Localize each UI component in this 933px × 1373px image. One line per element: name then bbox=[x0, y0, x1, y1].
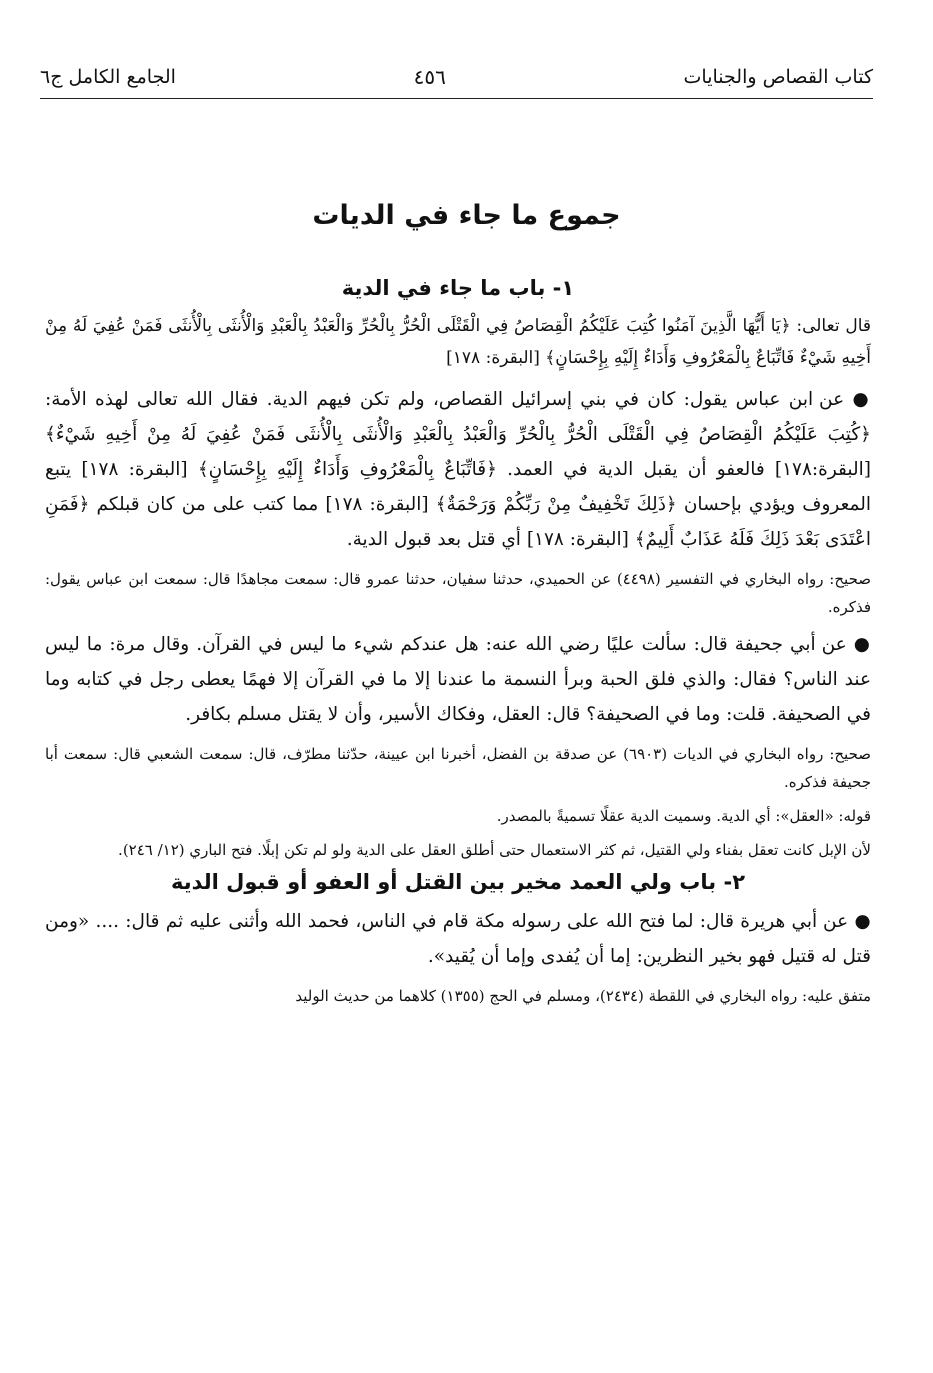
page-title: جموع ما جاء في الديات bbox=[312, 200, 621, 231]
header-book-title: كتاب القصاص والجنايات bbox=[683, 66, 873, 88]
bullet-icon: ● bbox=[854, 911, 871, 932]
hadith-paragraph-1 bbox=[45, 382, 871, 557]
bullet-icon: ● bbox=[852, 389, 871, 410]
page-number: ٤٥٦ bbox=[413, 65, 446, 89]
takhrij-note-3: متفق عليه: رواه البخاري في اللقطة (٢٤٣٤)، ومسلم في الحج (١٣٥٥) كلاهما من حديث الوليد bbox=[295, 987, 871, 1005]
takhrij-note-2: صحيح: رواه البخاري في الديات (٦٩٠٣) عن صدقة بن الفضل، أخبرنا ابن عيينة، حدّثنا مطرّف، قال: سمعت الشعبي قال: سمعت أبا جحيفة فذكره. bbox=[45, 745, 872, 791]
takhrij-note-1: صحيح: رواه البخاري في التفسير (٤٤٩٨) عن الحميدي، حدثنا سفيان، حدثنا عمرو قال: سمعت مجاهدًا قال: سمعت ابن عباس يقول: فذكره. bbox=[45, 570, 871, 616]
chapter-heading-2: ٢- باب ولي العمد مخير بين القتل أو العفو أو قبول الدية bbox=[170, 870, 746, 894]
running-header bbox=[40, 60, 873, 94]
hadith-paragraph-2 bbox=[45, 627, 871, 732]
header-rule bbox=[40, 98, 873, 99]
header-volume-title: الجامع الكامل ج٦ bbox=[40, 66, 176, 88]
hadith-paragraph-3 bbox=[45, 904, 871, 974]
hadith-text-3: عن أبي هريرة قال: لما فتح الله على رسوله مكة قام في الناس، فحمد الله وأثنى عليه ثم قال: .... «ومن قتل له قتيل فهو بخير النظرين: إما أن يُفدى وإما أن يُقيد». bbox=[45, 911, 871, 967]
explanation-note-1: قوله: «العقل»: أي الدية. وسميت الدية عقلًا تسميةً بالمصدر. bbox=[496, 807, 871, 825]
quran-verse-paragraph: قال تعالى: ﴿يَا أَيُّهَا الَّذِينَ آمَنُوا كُتِبَ عَلَيْكُمُ الْقِصَاصُ فِي الْقَتْلَى الْحُرُّ بِالْحُرِّ وَالْعَبْدُ بِالْعَبْدِ وَالْأُنثَى بِالْأُنثَى فَمَنْ عُفِيَ لَهُ مِنْ أَخِيهِ شَيْءٌ فَاتِّبَاعٌ بِالْمَعْرُوفِ وَأَدَاءٌ إِلَيْهِ بِإِحْسَانٍ﴾ [البقرة: ١٧٨] bbox=[45, 316, 871, 368]
explanation-note-2: لأن الإبل كانت تعقل بفناء ولي القتيل، ثم كثر الاستعمال حتى أطلق العقل على الدية ولو لم تكن إبلًا. فتح الباري (١٢/ ٢٤٦). bbox=[118, 841, 871, 859]
hadith-text-2: عن أبي جحيفة قال: سألت عليًا رضي الله عنه: هل عندكم شيء ما ليس في القرآن. وقال مرة: ما ليس عند الناس؟ فقال: والذي فلق الحبة وبرأ النسمة ما عندنا إلا ما في القرآن إلا فهمًا يعطى رجل في كتابه وما في الصحيفة. قلت: وما في الصحيفة؟ قال: العقل، وفكاك الأسير، وأن لا يقتل مسلم بكافر. bbox=[45, 634, 871, 725]
bullet-icon: ● bbox=[853, 634, 871, 655]
hadith-text-1: عن ابن عباس يقول: كان في بني إسرائيل القصاص، ولم تكن فيهم الدية. فقال الله تعالى لهذه الأمة: ﴿كُتِبَ عَلَيْكُمُ الْقِصَاصُ فِي الْقَتْلَى الْحُرُّ بِالْحُرِّ وَالْعَبْدُ بِالْعَبْدِ وَالْأُنثَى بِالْأُنثَى فَمَنْ عُفِيَ لَهُ مِنْ أَخِيهِ شَيْءٌ﴾ [البقرة:١٧٨] فالعفو أن يقبل الدية في العمد. ﴿فَاتِّبَاعٌ بِالْمَعْرُوفِ وَأَدَاءٌ إِلَيْهِ بِإِحْسَانٍ﴾ [البقرة: ١٧٨] يتبع المعروف ويؤدي بإحسان ﴿ذَلِكَ تَخْفِيفٌ مِنْ رَبِّكُمْ وَرَحْمَةٌ﴾ [البقرة: ١٧٨] مما كتب على من كان قبلكم ﴿فَمَنِ اعْتَدَى بَعْدَ ذَلِكَ فَلَهُ عَذَابٌ أَلِيمٌ﴾ [البقرة: ١٧٨] أي قتل بعد قبول الدية. bbox=[45, 389, 871, 550]
main-text bbox=[45, 270, 871, 1016]
chapter-heading-1: ١- باب ما جاء في الدية bbox=[341, 276, 575, 300]
